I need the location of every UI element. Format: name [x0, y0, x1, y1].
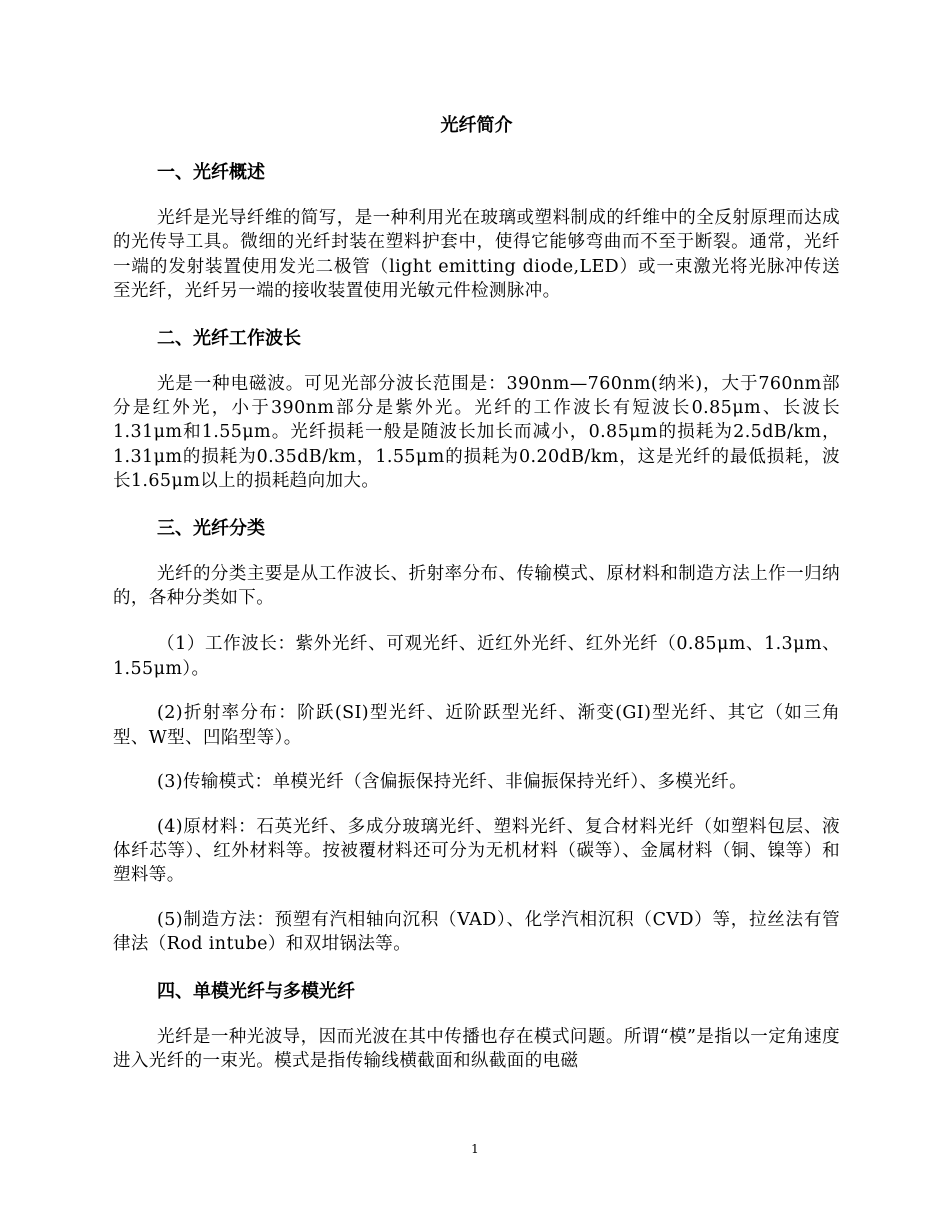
section-heading-overview: 一、光纤概述 — [157, 162, 265, 183]
paragraph-overview: 光纤是光导纤维的简写，是一种利用光在玻璃或塑料制成的纤维中的全反射原理而达成的光传导工具。微细的光纤封装在塑料护套中，使得它能够弯曲而不至于断裂。通常，光纤一端的发射装置使用发光二极管（light emitting diode,LED）或一束激光将光脉冲传送至光纤，光纤另一端的接收装置使用光敏元件检测脉冲。 — [113, 208, 840, 302]
page-title: 光纤简介 — [440, 115, 513, 136]
paragraph-class-transmission-mode: (3)传输模式：单模光纤（含偏振保持光纤、非偏振保持光纤）、多模光纤。 — [157, 772, 748, 793]
paragraph-class-manufacturing: (5)制造方法：预塑有汽相轴向沉积（VAD）、化学汽相沉积（CVD）等，拉丝法有管律法（Rod intube）和双坩锅法等。 — [113, 909, 840, 955]
paragraph-mode: 光纤是一种光波导，因而光波在其中传播也存在模式问题。所谓“模”是指以一定角速度进入光纤的一束光。模式是指传输线横截面和纵截面的电磁 — [113, 1026, 840, 1071]
page-number: 1 — [471, 1142, 479, 1156]
paragraph-wavelength: 光是一种电磁波。可见光部分波长范围是：390nm—760nm(纳米)，大于760nm部分是红外光，小于390nm部分是紫外光。光纤的工作波长有短波长0.85μm、长波长1.31μm和1.55μm。光纤损耗一般是随波长加长而减小，0.85μm的损耗为2.5dB/km，1.31μm的损耗为0.35dB/km，1.55μm的损耗为0.20dB/km，这是光纤的最低损耗，波长1.65μm以上的损耗趋向加大。 — [113, 373, 840, 492]
paragraph-class-material: (4)原材料：石英光纤、多成分玻璃光纤、塑料光纤、复合材料光纤（如塑料包层、液体纤芯等）、红外材料等。按被覆材料还可分为无机材料（碳等）、金属材料（铜、镍等）和塑料等。 — [113, 816, 840, 886]
paragraph-class-refractive-index: (2)折射率分布：阶跃(SI)型光纤、近阶跃型光纤、渐变(GI)型光纤、其它（如三角型、W型、凹陷型等）。 — [113, 703, 840, 748]
paragraph-classification-intro: 光纤的分类主要是从工作波长、折射率分布、传输模式、原材料和制造方法上作一归纳的，各种分类如下。 — [113, 563, 840, 609]
document-body — [113, 112, 840, 1095]
section-heading-wavelength: 二、光纤工作波长 — [157, 327, 301, 349]
section-heading-classification: 三、光纤分类 — [157, 517, 265, 539]
section-heading-single-multi-mode: 四、单模光纤与多模光纤 — [157, 980, 355, 1002]
paragraph-class-wavelength: （1）工作波长：紫外光纤、可观光纤、近红外光纤、红外光纤（0.85μm、1.3μm、1.55μm）。 — [113, 634, 840, 679]
